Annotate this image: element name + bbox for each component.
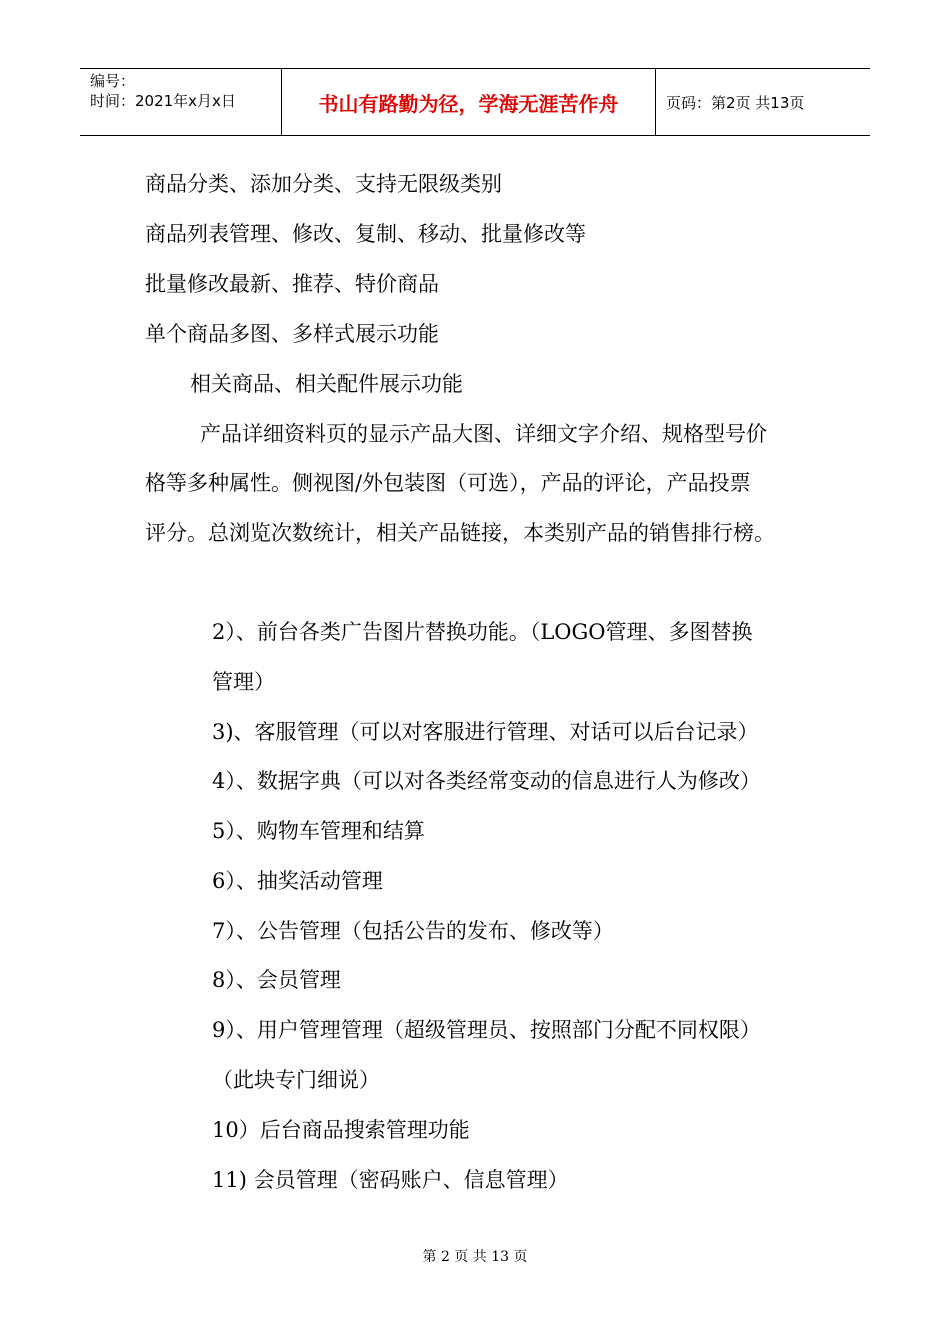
body-line: 相关商品、相关配件展示功能 [190, 372, 463, 396]
body-line: 产品详细资料页的显示产品大图、详细文字介绍、规格型号价 [200, 422, 767, 446]
header-meta-cell [80, 69, 282, 135]
list-item: （此块专门细说） [212, 1068, 380, 1092]
body-line: 商品列表管理、修改、复制、移动、批量修改等 [145, 222, 586, 246]
body-line: 格等多种属性。侧视图/外包装图（可选），产品的评论，产品投票 [145, 471, 751, 495]
list-item: 5）、购物车管理和结算 [212, 819, 425, 843]
list-item: 8）、会员管理 [212, 968, 341, 992]
list-item: 管理） [212, 670, 275, 694]
list-item: 9）、用户管理管理（超级管理员、按照部门分配不同权限） [212, 1018, 761, 1042]
page-footer: 第 2 页 共 13 页 [422, 1249, 528, 1265]
page-header [80, 68, 870, 136]
body-line: 评分。总浏览次数统计，相关产品链接，本类别产品的销售排行榜。 [145, 521, 775, 545]
list-item: 7）、公告管理（包括公告的发布、修改等） [212, 919, 614, 943]
header-page-info: 页码：第2页 共13页 [666, 93, 805, 112]
header-motto: 书山有路勤为径，学海无涯苦作舟 [282, 69, 656, 135]
list-item: 10）后台商品搜索管理功能 [212, 1118, 470, 1142]
number-label: 编号： [90, 72, 136, 90]
list-item: 3)、客服管理（可以对客服进行管理、对话可以后台记录） [212, 720, 759, 744]
date-label: 时间：2021年x月x日 [90, 92, 236, 110]
list-item: 6）、抽奖活动管理 [212, 869, 383, 893]
body-line: 商品分类、添加分类、支持无限级类别 [145, 172, 502, 196]
body-line: 批量修改最新、推荐、特价商品 [145, 272, 439, 296]
list-item: 2）、前台各类广告图片替换功能。（LOGO管理、多图替换 [212, 620, 753, 644]
list-item: 4）、数据字典（可以对各类经常变动的信息进行人为修改） [212, 769, 761, 793]
list-item: 11) 会员管理（密码账户、信息管理） [212, 1168, 569, 1192]
body-line: 单个商品多图、多样式展示功能 [145, 322, 439, 346]
